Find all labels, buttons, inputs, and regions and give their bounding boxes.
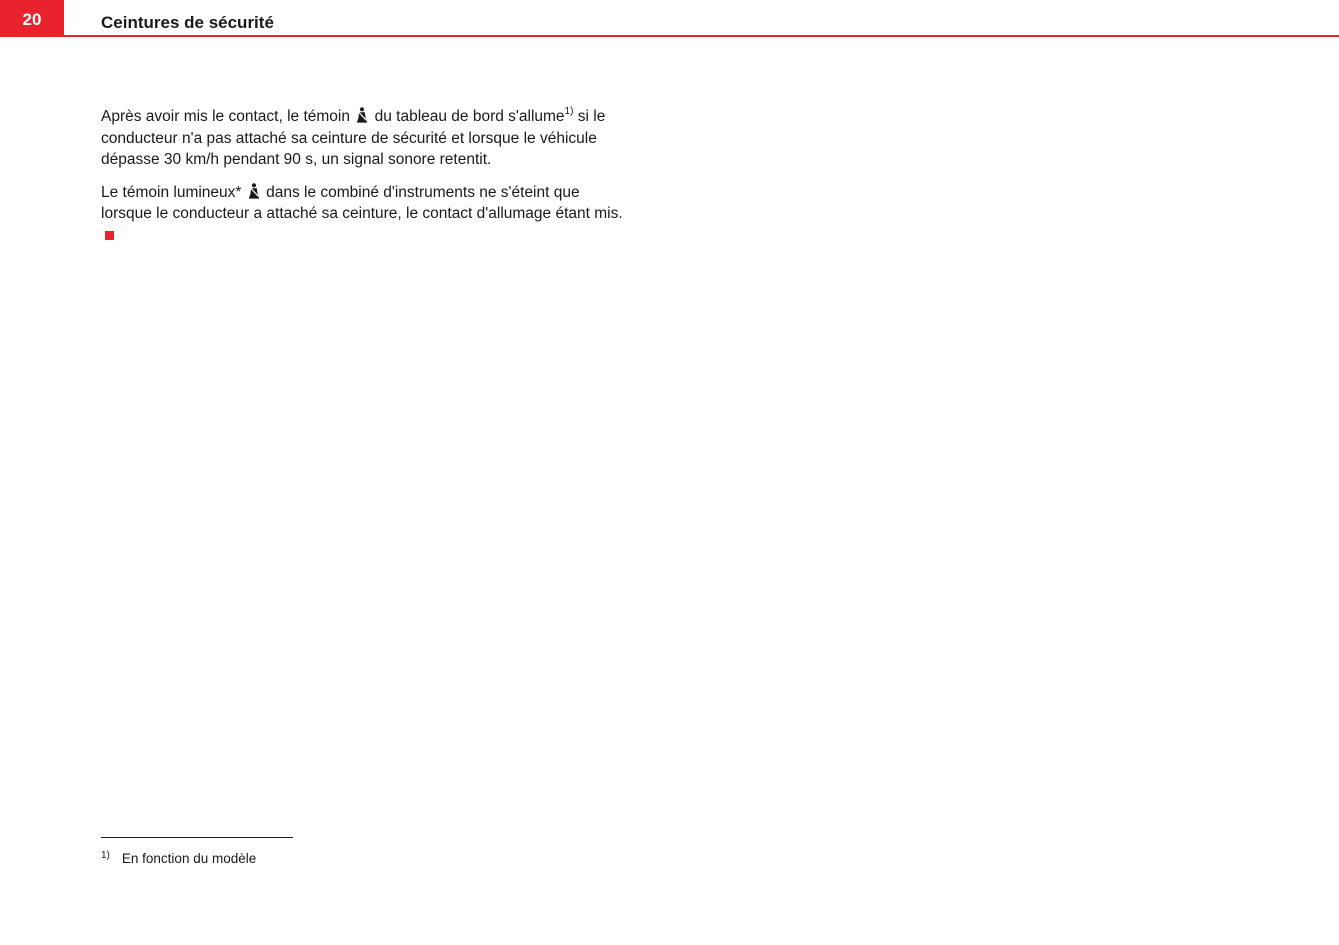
seatbelt-warning-icon bbox=[356, 107, 368, 123]
seatbelt-warning-icon bbox=[248, 183, 260, 199]
paragraph-1-text-a: Après avoir mis le contact, le témoin bbox=[101, 108, 350, 125]
paragraph-2 bbox=[101, 182, 631, 247]
paragraph-1-text-b: du tableau de bord s'allume bbox=[374, 108, 565, 125]
paragraph-1-text-c: si le conducteur n'a pas attaché sa ceinture de sécurité et lorsque le véhicule dépasse 30 km/h pendant 90 s, un signal sonore retentit. bbox=[101, 108, 606, 168]
page-number: 20 bbox=[0, 0, 64, 37]
paragraph-1 bbox=[101, 106, 631, 171]
footnote-reference: 1) bbox=[564, 106, 574, 117]
footnote-text: En fonction du modèle bbox=[121, 851, 257, 866]
paragraph-2-text-b: dans le combiné d'instruments ne s'éteint que lorsque le conducteur a attaché sa ceinture, le contact d'allumage étant mis. bbox=[101, 183, 623, 222]
main-content bbox=[101, 106, 631, 257]
section-end-icon bbox=[105, 231, 114, 240]
footnote-mark: 1) bbox=[101, 850, 110, 861]
header-rule bbox=[64, 35, 1339, 37]
footnote-rule bbox=[101, 837, 293, 838]
page-title: Ceintures de sécurité bbox=[101, 13, 274, 32]
paragraph-2-text-a: Le témoin lumineux* bbox=[101, 183, 242, 201]
footnote bbox=[101, 850, 256, 866]
